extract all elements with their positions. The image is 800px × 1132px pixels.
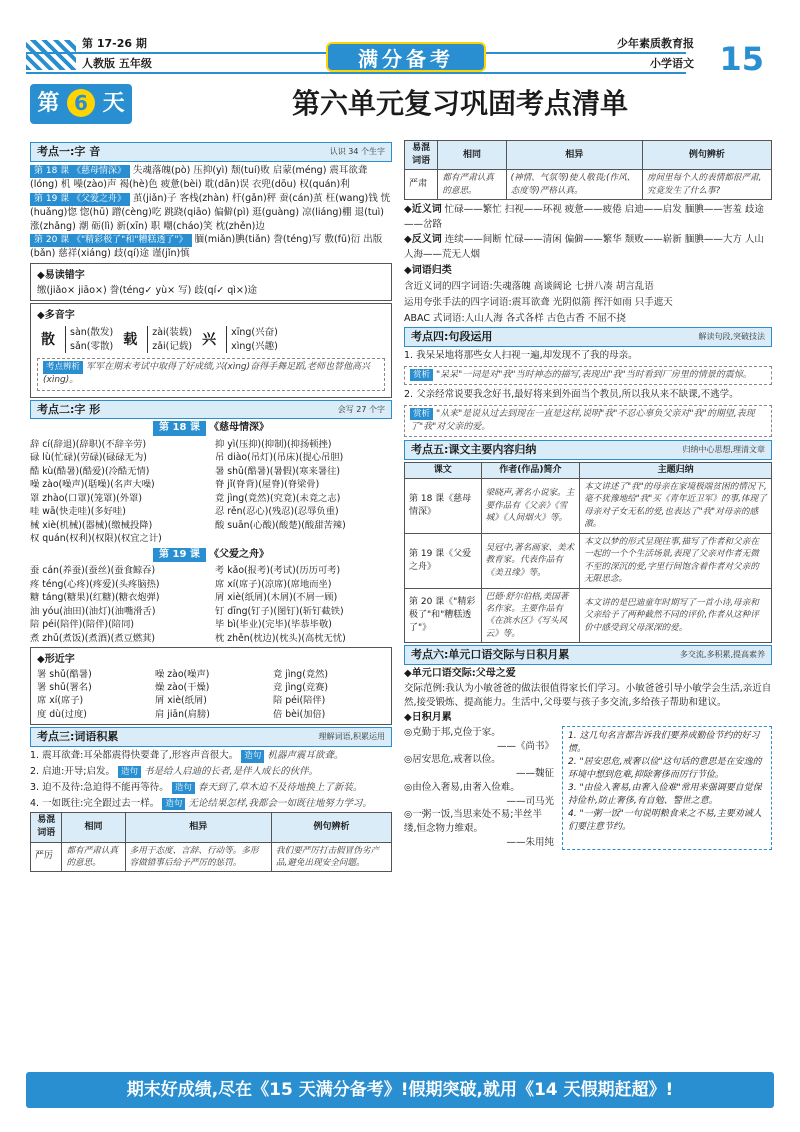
- similar-char: 席 xí(席子): [37, 695, 84, 707]
- vocab-definition: 2. 启迪:开导;启发。: [30, 766, 115, 778]
- misread-text: 缴(jiǎo× jiāo×) 誊(téng✓ yù× 写) 歧(qí✓ qì×)途: [37, 284, 258, 296]
- table-cell: 本文以梦的形式呈现往事,描写了作者和父亲在一起的一个个生活场景,表现了父亲对作者无微不至的深沉的爱,字里行间饱含着作者对父亲的无限思念。: [580, 533, 772, 588]
- char-entry: 陪 péi(陪伴)(陪伴)(陪同): [30, 619, 134, 631]
- table-row: [405, 533, 772, 588]
- classify-line: ABAC 式词语:人山人海 各式各样 古色古香 不屈不挠: [404, 312, 626, 324]
- table-header: 相同: [62, 813, 125, 842]
- char-entry: 罩 zhào(口罩)(笼罩)(外罩): [30, 492, 142, 504]
- table-header: 相异: [506, 141, 642, 170]
- appreciation-tag: 赏析: [410, 369, 433, 381]
- example-sentence: 书是给人启迪的长者,是伴人成长的伙伴。: [144, 766, 319, 778]
- polyphone-box: [30, 303, 392, 397]
- similar-char: 署 shǔ(酷暑): [37, 668, 92, 680]
- lesson-18-chars: [30, 438, 392, 546]
- similar-char: 噪 zào(噪声): [155, 668, 210, 680]
- similar-pair: [155, 668, 267, 695]
- quote-notes: [562, 726, 772, 850]
- section-title: 考点五:课文主要内容归纳: [411, 442, 537, 456]
- lesson-tag: 第 18 课 《慈母情深》: [30, 165, 130, 178]
- text-summary-table: [404, 462, 772, 643]
- sentence-text: 1. 我呆呆地将那些女人扫视一遍,却发现不了我的母亲。: [404, 350, 638, 362]
- table-header: 例句辨析: [642, 141, 771, 170]
- appreciation-box: [404, 405, 772, 437]
- char-entry: 脊 jǐ(脊背)(屋脊)(脊梁骨): [215, 479, 320, 491]
- vocab-definition: 1. 震耳欲聋:耳朵都震得快要聋了,形容声音很大。: [30, 750, 239, 762]
- example-sentence: 无论结果怎样,我都会一如既往地努力学习。: [188, 797, 372, 809]
- similar-char: 燥 zào(干燥): [155, 682, 210, 693]
- char-entry: 吊 diào(吊灯)(吊床)(提心吊胆): [215, 452, 344, 464]
- table-cell: 本文讲的是巴迪童年时期写了一首小诗,母亲和父亲给予了两种截然不同的评价,作者从这种评价中感受到父母深深的爱。: [580, 588, 772, 643]
- char-entry: 煮 zhǔ(煮饭)(煮酒)(煮豆燃萁): [30, 632, 156, 644]
- section-note: 多交流,多积累,提高素养: [679, 650, 765, 660]
- vocab-item: [30, 781, 392, 795]
- page-number: 15: [719, 40, 764, 78]
- table-header: 易混词语: [31, 813, 62, 842]
- table-cell: 第 20 课《"精彩极了"和"糟糕透了"》: [405, 588, 482, 643]
- section-title: 考点二:字 形: [37, 402, 101, 416]
- left-column: [30, 140, 392, 872]
- table-row: [405, 588, 772, 643]
- section-oral-header: [404, 645, 772, 665]
- word-relation-head: ◆近义词: [404, 204, 442, 215]
- quote: [404, 726, 554, 754]
- vocab-definition: 4. 一如既往:完全跟过去一样。: [30, 797, 160, 809]
- quote-source: ——司马光: [506, 795, 554, 807]
- appreciation-text: "从来"是说从过去到现在一直是这样,说明"我"不忍心辜负父亲对"我"的期望,表现了"我"对父亲的爱。: [410, 408, 755, 432]
- quote-source: ——朱用纯: [506, 836, 554, 848]
- footer-banner: 期末好成绩,尽在《15 天满分备考》!假期突破,就用《14 天假期赶超》!: [26, 1072, 774, 1108]
- lesson-text: 腼(miǎn)腆(tiǎn) 誊(téng)写 敷(fū)衍 出版(bǎn) 慈祥(xiáng) 歧(qí)途 谨(jǐn)慎: [30, 234, 383, 260]
- quote-source: ——魏征: [515, 768, 554, 780]
- tip-text: 军军在期末考试中取得了好成绩,兴(xìng)奋得手舞足蹈,老师也替他高兴(xìng)。: [43, 362, 371, 386]
- quote-source: ——《尚书》: [496, 740, 554, 752]
- char-entry: 辞 cí(辞退)(辞职)(不辞辛劳): [30, 438, 147, 450]
- table-row: [405, 478, 772, 533]
- lesson-19-bar: [30, 548, 392, 563]
- lesson-tag: 第 20 课 《"精彩极了"和"糟糕透了"》: [30, 234, 192, 247]
- polyphone-heading: ◆多音字: [37, 310, 75, 322]
- misread-box: [30, 263, 392, 301]
- vocab-item: [30, 797, 392, 811]
- similar-char: 屑 xiè(纸屑): [155, 695, 207, 707]
- polyphone-list: [37, 324, 385, 356]
- word-relation: [404, 233, 772, 261]
- lesson-18-bar: [30, 421, 392, 436]
- char-entry: 噪 zào(噪声)(聒噪)(名声大噪): [30, 479, 155, 491]
- day-prefix: 第: [37, 91, 60, 116]
- table-cell: 都有严肃认真的意思。: [438, 170, 506, 200]
- table-cell: 第 18 课《慈母情深》: [405, 478, 482, 533]
- lesson-19-pinyin: [30, 192, 392, 234]
- char-entry: 疼 téng(心疼)(疼爱)(头疼脑热): [30, 578, 160, 590]
- char-entry: 毕 bì(毕业)(完毕)(毕恭毕敬): [215, 619, 332, 631]
- table-header: 作者(作品)简介: [481, 462, 580, 478]
- quote-note: 3. "由俭入奢易,由奢入俭难"常用来强调要自觉保持俭朴,防止奢侈,有自勉、警世之意。: [568, 783, 762, 807]
- table-cell: 严肃: [405, 170, 438, 200]
- similar-char: 竟 jìng(竟然): [273, 668, 329, 680]
- similar-pair: [155, 694, 267, 721]
- table-cell: 吴冠中,著名画家、美术教育家。代表作品有《美丑缘》等。: [481, 533, 580, 588]
- word-relation: [404, 203, 772, 231]
- quote-line: ◎一粥一饭,当思来处不易;半丝半缕,恒念物力维艰。: [404, 809, 543, 835]
- oral-text: 交际范例:我认为小敏爸爸的做法很值得家长们学习。小敏爸爸引导小敏学会生活,亲近自然,接受锻炼、提高能力。生活中,父母要与孩子多交流,多给孩子帮助和建议。: [404, 682, 772, 708]
- quote-line: ◎克勤于邦,克俭于家。: [404, 726, 501, 738]
- polyphone-readings: [226, 326, 278, 354]
- lesson-text: 失魂落魄(pò) 压抑(yì) 颓(tuí)败 启蒙(méng) 震耳欲聋(lóng) 机 噪(zào)声 褐(hè)色 疲惫(bèi) 耽(dān)误 衣兜(dōu) 权(quán)利: [30, 164, 368, 190]
- table-cell: 严厉: [31, 842, 62, 872]
- classify-line: 含近义词的四字词语:失魂落魄 高谈阔论 七拼八凑 胡言乱语: [404, 281, 654, 293]
- example-tag: 造句: [241, 750, 264, 762]
- char-entry: 酸 suān(心酸)(酸楚)(酸甜苦辣): [215, 519, 346, 531]
- example-tag: 造句: [118, 766, 141, 778]
- sentence-items: [404, 349, 772, 437]
- example-tag: 造句: [172, 782, 195, 794]
- word-relation-text: 忙碌——繁忙 扫视——环视 疲惫——疲倦 启迪——启发 腼腆——害羞 歧途——岔路: [404, 204, 764, 230]
- similar-pair: [37, 694, 149, 721]
- masthead: [26, 36, 774, 76]
- issue-label: 第 17-26 期: [82, 37, 147, 50]
- lesson-18-pinyin: [30, 164, 392, 192]
- quote-note: 2. "居安思危,戒奢以俭"这句话的意思是在安逸的环境中想到危难,抑除奢侈而厉行节俭。: [568, 756, 762, 780]
- day-number: 6: [67, 89, 95, 117]
- table-header: 易混词语: [405, 141, 438, 170]
- similar-char: 度 dù(过度): [37, 708, 87, 720]
- quote: [404, 753, 554, 781]
- lesson-tag: 第 19 课: [153, 548, 206, 563]
- table-cell: 本文讲述了"我"的母亲在家境极端贫困的情况下,毫不犹豫地给"我"买《青年近卫军》的事,体现了母亲对子女无私的爱,也表达了"我"对母亲的感激。: [580, 478, 772, 533]
- newspaper-name: 少年素质教育报: [617, 37, 694, 50]
- section-pronunciation-header: [30, 142, 392, 162]
- table-header: 例句辨析: [271, 813, 391, 842]
- reading: xīng(兴奋): [231, 326, 278, 338]
- section-note: 理解词语,积累运用: [318, 732, 385, 742]
- similar-grid: [37, 668, 385, 722]
- vocab-item: [30, 765, 392, 779]
- table-cell: (神情、气氛等)使人敬畏;(作风、态度等)严格认真。: [506, 170, 642, 200]
- section-title: 考点四:句段运用: [411, 330, 493, 344]
- word-relation-head: ◆反义词: [404, 234, 442, 246]
- table-header: 相异: [125, 813, 271, 842]
- sentence-text: 2. 父亲经常说要我念好书,最好将来到外面当个教员,所以我从来不缺课,不逃学。: [404, 389, 739, 401]
- masthead-rule-bottom: [26, 72, 686, 74]
- section-note: 归纳中心思想,理清文章: [682, 444, 765, 454]
- polyphone-char: 散: [41, 331, 55, 348]
- char-entry: 油 yóu(油田)(油灯)(油嘴滑舌): [30, 605, 156, 617]
- series-logo: 满分备考: [326, 42, 486, 72]
- lesson-20-pinyin: [30, 233, 392, 261]
- day-suffix: 天: [102, 91, 125, 116]
- section-title: 考点六:单元口语交际与日积月累: [411, 648, 570, 662]
- reading: zǎi(记载): [152, 340, 193, 352]
- similar-pair: [273, 668, 385, 695]
- similar-pair: [273, 694, 385, 721]
- lesson-subtitle: 《慈母情深》: [208, 422, 269, 434]
- section-title: 考点三:词语积累: [37, 730, 119, 744]
- table-header: 主题归纳: [580, 462, 772, 478]
- table-header: 相同: [438, 141, 506, 170]
- char-entry: 糖 táng(糖果)(红糖)(糖衣炮弹): [30, 592, 160, 604]
- accumulation-block: [404, 726, 772, 850]
- char-entry: 蚕 cán(养蚕)(蚕丝)(蚕食鲸吞): [30, 565, 156, 577]
- similar-char: 倍 bèi(加倍): [273, 708, 326, 720]
- char-entry: 抑 yì(压抑)(抑制)(抑扬顿挫): [215, 438, 332, 450]
- appreciation-text: "呆呆"一词是对"我"当时神态的描写,表现出"我"当时看到厂房里的情景的震惊。: [436, 370, 752, 381]
- section-note: 认识 34 个生字: [329, 147, 385, 156]
- char-entry: 碌 lù(忙碌)(劳碌)(碌碌无为): [30, 452, 147, 464]
- lesson-tag: 第 19 课 《父爱之舟》: [30, 193, 130, 206]
- char-entry: 械 xiè(机械)(器械)(缴械投降): [30, 519, 153, 531]
- right-column: [404, 140, 772, 850]
- table-row: [31, 842, 392, 872]
- oral-heading: ◆单元口语交际:父母之爱: [404, 668, 516, 680]
- lesson-tag: 第 18 课: [153, 421, 206, 436]
- table-cell: 第 19 课《父爱之舟》: [405, 533, 482, 588]
- table-cell: 巴德·舒尔伯格,美国著名作家。主要作品有《在滨水区》《写头风云》等。: [481, 588, 580, 643]
- quote-line: ◎由俭入奢易,由奢入俭难。: [404, 781, 520, 793]
- day-badge: [30, 84, 132, 124]
- similar-heading: ◆形近字: [37, 654, 75, 666]
- similar-pair: [37, 668, 149, 695]
- quote: [404, 808, 554, 849]
- reading: sàn(散发): [70, 326, 114, 338]
- similar-char: 肩 jiān(肩膀): [155, 708, 210, 720]
- table-header: 课文: [405, 462, 482, 478]
- classify-heading: ◆词语归类: [404, 264, 452, 276]
- char-entry: 席 xí(席子)(凉席)(席地而坐): [215, 578, 332, 590]
- polyphone-readings: [147, 326, 192, 354]
- section-title: 考点一:字 音: [37, 145, 101, 158]
- table-cell: 都有严肃认真的意思。: [62, 842, 125, 872]
- similar-char: 署 shǔ(署名): [37, 682, 92, 693]
- table-cell: 多用于态度、言辞、行动等。多形容做错事后给予严厉的惩罚。: [125, 842, 271, 872]
- table-cell: 梁晓声,著名小说家。主要作品有《父亲》《雪城》《人间烟火》等。: [481, 478, 580, 533]
- similar-char: 陪 péi(陪伴): [273, 695, 326, 707]
- similar-chars-box: [30, 647, 392, 725]
- char-entry: 权 quán(权利)(权限)(权宜之计): [30, 533, 162, 545]
- confusable-table-right: [404, 140, 772, 200]
- tip-box: [37, 358, 385, 390]
- tip-tag: 考点辨析: [43, 361, 83, 373]
- char-entry: 屑 xiè(纸屑)(木屑)(不屑一顾): [215, 592, 338, 604]
- edition-label: 人教版 五年级: [82, 57, 152, 70]
- quote-note: 4. "一粥一饭"一句说明粮食来之不易,主要劝诫人们要注意节约。: [568, 809, 762, 833]
- section-sentence-header: [404, 327, 772, 347]
- lesson-text: 茧(jiǎn)子 客栈(zhàn) 杆(gǎn)秤 蚕(cán)茧 枉(wang)钱 恍(huǎng)惚 惚(hū) 蹭(cèng)吃 跳跷(qiāo) 偏僻(pì) 逛(guàng) 凉(liáng)棚 退(tuì) 涨(zhǎng) 潮 砺(lì) 新(xīn) 职 嘲(cháo)笑 枕(zhěn)边: [30, 192, 391, 232]
- quote-note: 1. 这几句名言都告诉我们要养成勤俭节约的好习惯。: [568, 730, 760, 754]
- table-cell: 我们要严厉打击假冒伪劣产品,避免出现安全问题。: [271, 842, 391, 872]
- word-relations: [404, 203, 772, 262]
- char-entry: 竟 jìng(竟然)(究竟)(未竟之志): [215, 492, 341, 504]
- misread-heading: ◆易读错字: [37, 270, 85, 282]
- vocab-definition: 3. 迫不及待:急迫得不能再等待。: [30, 781, 169, 793]
- appreciation-tag: 赏析: [410, 408, 433, 420]
- char-entry: [215, 532, 392, 545]
- vocab-items: [30, 749, 392, 810]
- char-entry: 哇 wā(快走哇)(多好哇): [30, 506, 126, 518]
- char-entry: 酷 kù(酷暑)(酷爱)(冷酷无情): [30, 465, 150, 477]
- char-entry: 考 kǎo(报考)(考试)(历历可考): [215, 565, 341, 577]
- example-sentence: 机器声震耳欲聋。: [267, 750, 344, 762]
- table-cell: 房间里每个人的表情都很严肃,究竟发生了什么事?: [642, 170, 771, 200]
- section-vocab-header: [30, 727, 392, 747]
- stripe-decoration: [26, 40, 76, 70]
- page-title: 第六单元复习巩固考点清单: [291, 87, 628, 120]
- vocab-item: [30, 749, 392, 763]
- reading: zài(装载): [152, 326, 193, 338]
- char-entry: 钉 dīng(钉子)(图钉)(斩钉截铁): [215, 605, 344, 617]
- polyphone-char: 载: [123, 331, 138, 348]
- polyphone-char: 兴: [202, 331, 217, 348]
- classify-list: [404, 280, 772, 325]
- table-row: [405, 170, 772, 200]
- char-entry: 忍 rěn(忍心)(残忍)(忍辱负重): [215, 506, 339, 518]
- char-entry: 暑 shǔ(酷暑)(暑假)(寒来暑往): [215, 465, 341, 477]
- lesson-subtitle: 《父爱之舟》: [208, 548, 269, 560]
- polyphone-readings: [65, 326, 113, 354]
- similar-char: 竞 jìng(竞赛): [273, 682, 329, 693]
- subject-label: 小学语文: [650, 57, 694, 70]
- section-note: 解读句段,突破技法: [698, 332, 765, 342]
- quote: [404, 781, 554, 809]
- section-summary-header: [404, 440, 772, 460]
- accumulation-heading: ◆日积月累: [404, 712, 452, 724]
- quote-line: ◎居安思危,戒奢以俭。: [404, 754, 501, 766]
- example-sentence: 春天到了,草木迫不及待地换上了新装。: [197, 781, 363, 793]
- section-note: 会写 27 个字: [337, 404, 385, 414]
- classify-line: 运用夸张手法的四字词语:震耳欲聋 光阴似箭 挥汗如雨 只手遮天: [404, 296, 673, 308]
- confusable-table-left: [30, 812, 392, 872]
- quote-list: [404, 726, 554, 850]
- lesson-19-chars: [30, 564, 392, 645]
- section-writing-header: [30, 400, 392, 420]
- appreciation-box: [404, 366, 772, 385]
- reading: xìng(兴趣): [231, 340, 278, 352]
- example-tag: 造句: [162, 798, 185, 810]
- reading: sǎn(零散): [70, 340, 114, 352]
- char-entry: 枕 zhěn(枕边)(枕头)(高枕无忧): [215, 632, 346, 644]
- word-relation-text: 连续——间断 忙碌——清闲 偏僻——繁华 颓败——崭新 腼腆——大方 人山人海——荒无人烟: [404, 234, 764, 260]
